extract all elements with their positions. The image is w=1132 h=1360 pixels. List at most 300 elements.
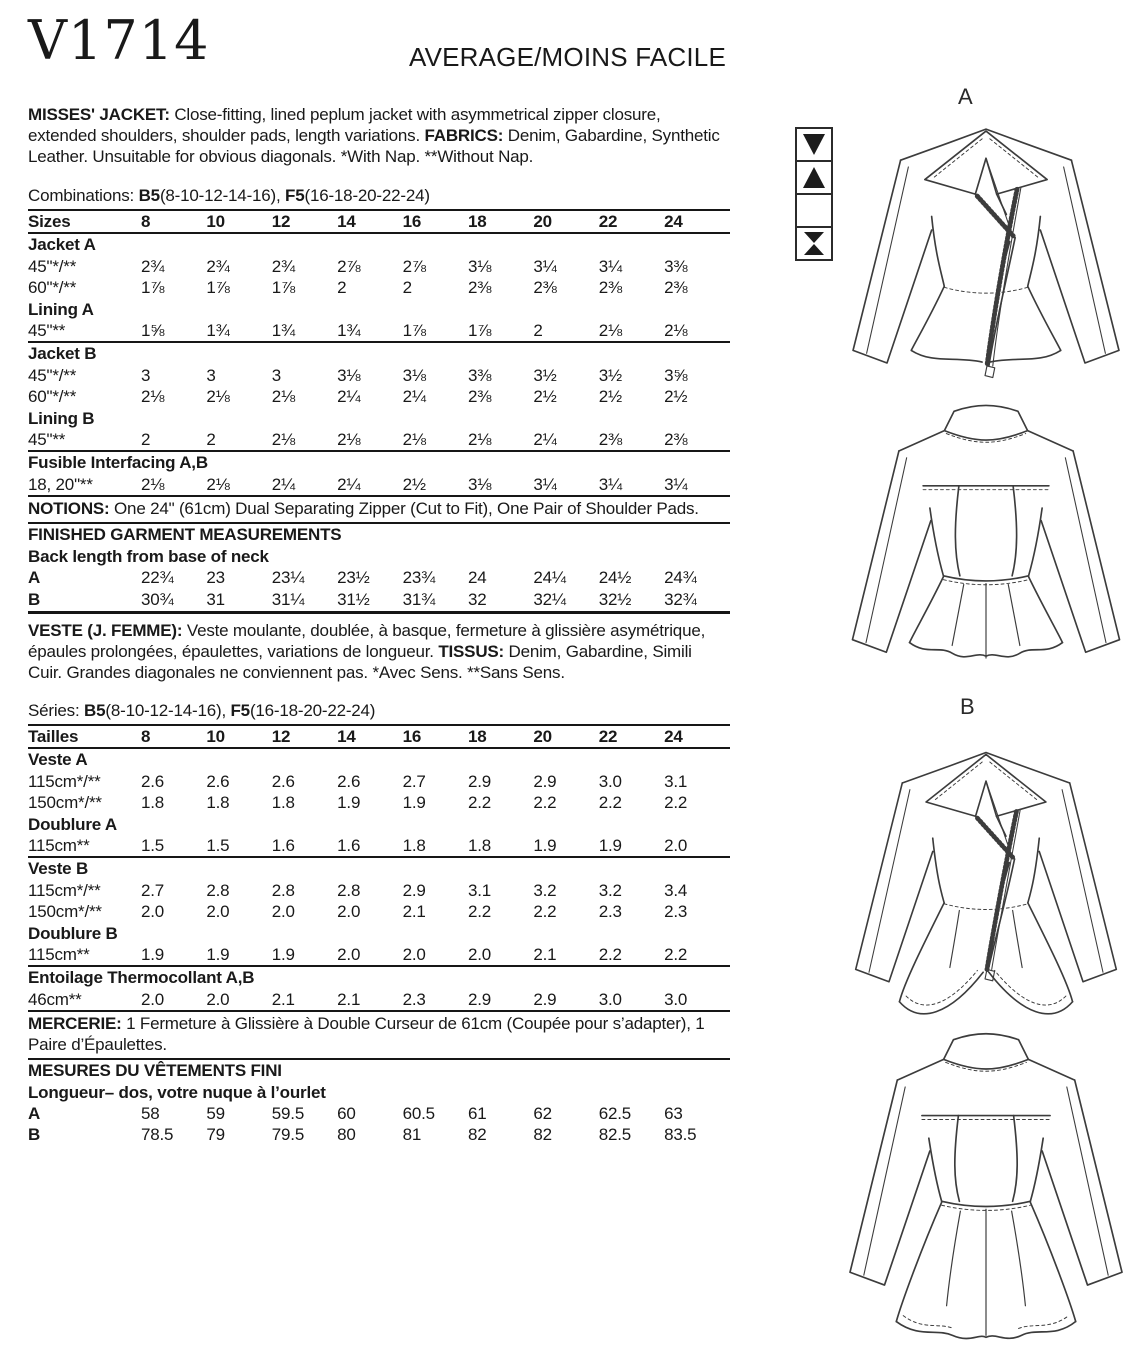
table-cell: 2⅜	[467, 387, 492, 407]
table-cell: 1⅞	[467, 321, 492, 341]
table-cell: 2.9	[402, 880, 426, 900]
table-cell: 30¾	[141, 589, 174, 609]
table-section-row	[28, 1060, 730, 1081]
table-cell: 2.2	[533, 793, 557, 813]
row-label: Tailles	[28, 726, 79, 746]
veste-body: Veste moulante, doublée, à basque, fermeture à glissière asymétrique, épaules prolongées, épaulettes, variations de longueur.	[28, 620, 706, 661]
table-cell: 2.6	[271, 771, 295, 791]
table-cell: 3½	[533, 365, 557, 385]
table-cell: 2.7	[141, 880, 165, 900]
view-b-label: B	[960, 694, 975, 719]
table-cell: 32¾	[664, 589, 697, 609]
table-cell: 79.5	[271, 1125, 305, 1145]
table-cell: 2.9	[467, 989, 491, 1009]
table-cell: 3	[271, 365, 282, 385]
table-cell: 58	[141, 1104, 160, 1123]
row-label: 150cm*/**	[28, 793, 102, 813]
table-section-row	[28, 408, 730, 429]
jacket-a-front-illustration	[840, 100, 1132, 396]
table-cell: 10	[206, 726, 225, 746]
table-cell: 59.5	[271, 1104, 305, 1123]
table-cell: 78.5	[141, 1125, 174, 1145]
difficulty-label: AVERAGE/MOINS FACILE	[408, 42, 726, 72]
table-cell: 2⅜	[598, 278, 622, 298]
table-cell: 2.0	[402, 944, 426, 964]
table-cell: 8	[141, 212, 151, 231]
row-label: FINISHED GARMENT MEASUREMENTS	[28, 525, 342, 545]
mercerie-paragraph	[28, 1012, 730, 1060]
nap-triangle-down-icon	[800, 131, 828, 158]
table-cell: 1.8	[141, 793, 165, 813]
nap-symbol-box-4	[795, 226, 833, 261]
table-cell: 24	[467, 568, 487, 588]
row-label: 45"*/**	[28, 256, 77, 276]
table-cell: 2.8	[337, 880, 361, 900]
series-line	[28, 700, 730, 721]
table-cell: 24½	[598, 568, 632, 588]
table-cell: 2.3	[664, 902, 688, 922]
tissus-body: Denim, Gabardine, Simili Cuir. Grandes diagonales ne conviennent pas. *Avec Sens. **Sans Sens.	[28, 641, 692, 682]
table-data-row	[28, 277, 730, 298]
table-cell: 3	[206, 365, 216, 385]
table-cell: 2.8	[271, 880, 295, 900]
mesures-table	[28, 1060, 730, 1146]
table-cell: 12	[271, 726, 291, 746]
table-cell: 3⅜	[664, 256, 688, 276]
table-cell: 82	[533, 1125, 552, 1145]
table-data-row	[28, 901, 730, 922]
row-label: 115cm**	[28, 944, 90, 964]
pattern-number: V1714	[28, 9, 210, 72]
nap-hourglass-icon	[800, 230, 828, 257]
table-cell: 2¾	[271, 256, 296, 276]
table-cell: 1.9	[533, 835, 557, 855]
table-cell: 2	[533, 321, 543, 341]
table-cell: 2.2	[598, 793, 622, 813]
table-cell: 18	[467, 726, 487, 746]
table-cell: 3	[141, 365, 151, 385]
french-description	[28, 620, 730, 683]
table-cell: 2⅛	[598, 321, 622, 341]
table-data-row	[28, 944, 730, 967]
table-header-row	[28, 209, 730, 234]
notions-lead: NOTIONS:	[28, 499, 110, 519]
table-cell: 81	[402, 1125, 422, 1145]
table-cell: 2.0	[467, 944, 491, 964]
table-cell: 3⅛	[467, 474, 492, 494]
table-cell: 2.0	[337, 902, 361, 922]
series-b5: B5	[84, 700, 106, 720]
table-cell: 2⅛	[664, 321, 688, 341]
table-cell: 2.0	[206, 989, 230, 1009]
table-cell: 1.9	[402, 793, 426, 813]
jacket-b-front-line-art	[840, 724, 1132, 1036]
table-cell: 2⅛	[402, 430, 426, 450]
table-section-row	[28, 452, 730, 473]
jacket-a-front-line-art	[840, 100, 1132, 396]
table-section-row	[28, 234, 730, 255]
table-cell: 2⅛	[467, 430, 492, 450]
table-cell: 31	[206, 589, 225, 609]
series-f5: F5	[230, 700, 250, 720]
table-cell: 79	[206, 1125, 225, 1145]
table-cell: 16	[402, 726, 422, 746]
table-header-row	[28, 724, 730, 749]
row-label: Longueur– dos, votre nuque à l’ourlet	[28, 1082, 326, 1102]
table-cell: 3.2	[598, 880, 622, 900]
table-cell: 2.0	[141, 989, 165, 1009]
table-cell: 2.2	[598, 944, 622, 964]
table-cell: 2½	[402, 474, 426, 494]
table-cell: 2½	[533, 387, 557, 407]
table-cell: 3.1	[467, 880, 491, 900]
fabrics-lead: FABRICS:	[424, 126, 504, 145]
combination-f5: F5	[285, 186, 305, 205]
table-section-row	[28, 299, 730, 320]
row-label: 150cm*/**	[28, 902, 102, 922]
table-cell: 16	[402, 212, 422, 231]
table-cell: 1¾	[271, 321, 296, 341]
table-cell: 1.6	[337, 835, 361, 855]
table-cell: 2.1	[402, 902, 426, 922]
table-cell: 20	[533, 726, 552, 746]
table-data-row	[28, 989, 730, 1012]
table-cell: 2⅛	[271, 387, 296, 407]
table-cell: 2¼	[533, 430, 557, 450]
table-cell: 2¾	[141, 256, 165, 276]
table-section-row	[28, 749, 730, 770]
table-data-row	[28, 474, 730, 497]
table-cell: 1.9	[271, 944, 295, 964]
table-cell: 2⅛	[271, 430, 296, 450]
table-cell: 2.6	[337, 771, 361, 791]
view-a-label: A	[958, 84, 973, 109]
table-section-row	[28, 524, 730, 545]
mercerie-body: 1 Fermeture à Glissière à Double Curseur de 61cm (Coupée pour s’adapter), 1 Paire d’Épaulettes.	[28, 1014, 705, 1055]
combination-f5-sizes: (16-18-20-22-24)	[304, 186, 430, 205]
combination-b5: B5	[138, 186, 160, 205]
combination-b5-sizes: (8-10-12-14-16),	[159, 186, 286, 205]
table-cell: 2⅜	[598, 430, 622, 450]
table-cell: 80	[337, 1125, 356, 1145]
table-data-row	[28, 771, 730, 792]
combinations-line	[28, 185, 730, 206]
nap-symbol-stack	[795, 127, 833, 261]
table-cell: 3⅜	[467, 365, 492, 385]
table-cell: 82	[467, 1125, 487, 1145]
table-cell: 2⅛	[141, 474, 165, 494]
table-cell: 2⅛	[206, 387, 230, 407]
finished-measurements-table	[28, 524, 730, 614]
table-data-row	[28, 320, 730, 343]
series-prefix: Séries:	[28, 700, 85, 720]
row-label: A	[28, 568, 41, 588]
yardage-table-english	[28, 209, 730, 497]
table-cell: 1.8	[206, 793, 230, 813]
table-cell: 2.1	[337, 989, 361, 1009]
table-cell: 2.6	[206, 771, 230, 791]
table-cell: 2½	[598, 387, 622, 407]
table-cell: 59	[206, 1104, 225, 1123]
series-f5-sizes: (16-18-20-22-24)	[249, 700, 376, 720]
table-cell: 32¼	[533, 589, 566, 609]
table-cell: 2.3	[402, 989, 426, 1009]
row-label: 115cm*/**	[28, 771, 101, 791]
table-cell: 24¼	[533, 568, 566, 588]
jacket-a-back-line-art	[840, 390, 1132, 690]
table-section-row	[28, 967, 730, 988]
english-description	[28, 104, 730, 167]
table-cell: 2¼	[271, 474, 296, 494]
table-data-row	[28, 880, 730, 901]
table-cell: 18	[467, 212, 487, 231]
table-cell: 2.9	[533, 989, 557, 1009]
table-cell: 23½	[337, 568, 370, 588]
combinations-prefix: Combinations:	[28, 186, 139, 205]
table-section-row	[28, 343, 730, 364]
table-cell: 14	[337, 726, 356, 746]
notions-paragraph	[28, 497, 730, 524]
text-column	[28, 9, 730, 1146]
table-cell: 62.5	[598, 1104, 632, 1123]
table-cell: 2.2	[664, 793, 688, 813]
row-label: B	[28, 589, 41, 609]
row-label: Jacket B	[28, 344, 97, 364]
table-cell: 2.0	[206, 902, 230, 922]
row-label: Doublure A	[28, 814, 117, 834]
row-label: 45"**	[28, 321, 66, 341]
table-cell: 1.9	[141, 944, 165, 964]
table-cell: 22¾	[141, 568, 174, 588]
nap-symbol-box-1	[795, 127, 833, 162]
table-cell: 1.9	[598, 835, 622, 855]
table-data-row	[28, 256, 730, 277]
title-row	[28, 9, 730, 94]
table-cell: 60.5	[402, 1104, 435, 1123]
table-data-row	[28, 792, 730, 813]
table-cell: 3¼	[533, 256, 557, 276]
table-cell: 32½	[598, 589, 632, 609]
table-cell: 14	[337, 212, 356, 231]
metrage-table-french	[28, 724, 730, 1012]
row-label: 115cm**	[28, 835, 90, 855]
row-label: Veste B	[28, 859, 89, 879]
table-cell: 2.3	[598, 902, 622, 922]
description-lead: MISSES' JACKET:	[28, 105, 170, 124]
nap-triangle-up-icon	[800, 164, 828, 191]
mercerie-lead: MERCERIE:	[28, 1014, 122, 1034]
table-cell: 2.2	[467, 793, 491, 813]
table-cell: 1.8	[402, 835, 426, 855]
table-cell: 2¼	[402, 387, 426, 407]
table-cell: 2.0	[664, 835, 688, 855]
table-cell: 1⅞	[206, 278, 230, 298]
table-cell: 2.0	[141, 902, 165, 922]
table-cell: 1.9	[206, 944, 230, 964]
row-label: MESURES DU VÊTEMENTS FINI	[28, 1061, 282, 1081]
table-cell: 1.8	[271, 793, 295, 813]
table-cell: 3.0	[598, 771, 622, 791]
table-cell: 2⅜	[533, 278, 557, 298]
table-cell: 1.5	[141, 835, 165, 855]
table-section-row	[28, 814, 730, 835]
row-label: Sizes	[28, 212, 71, 231]
row-label: 45"*/**	[28, 365, 77, 385]
table-cell: 2¾	[206, 256, 230, 276]
table-cell: 2⅛	[206, 474, 230, 494]
table-cell: 2.0	[271, 902, 295, 922]
table-section-row	[28, 1082, 730, 1103]
table-cell: 1¾	[337, 321, 361, 341]
row-label: A	[28, 1104, 41, 1123]
table-cell: 1¾	[206, 321, 230, 341]
table-cell: 24	[664, 212, 683, 231]
table-cell: 3⅛	[337, 365, 361, 385]
veste-lead: VESTE (J. FEMME):	[28, 620, 183, 640]
jacket-b-back-illustration	[838, 1018, 1132, 1358]
table-cell: 2.2	[467, 902, 491, 922]
row-label: Lining A	[28, 299, 94, 319]
table-cell: 1.8	[467, 835, 491, 855]
table-cell: 8	[141, 726, 151, 746]
table-cell: 1⅞	[141, 278, 165, 298]
table-cell: 2¼	[337, 474, 361, 494]
notions-body: One 24" (61cm) Dual Separating Zipper (Cut to Fit), One Pair of Shoulder Pads.	[109, 499, 699, 519]
table-data-row	[28, 365, 730, 386]
table-cell: 2⅜	[664, 278, 688, 298]
table-cell: 22	[598, 212, 618, 231]
table-cell: 63	[664, 1104, 683, 1123]
fabrics-body: Denim, Gabardine, Synthetic Leather. Unsuitable for obvious diagonals. *With Nap. **Without Nap.	[28, 126, 720, 166]
row-label: Fusible Interfacing A,B	[28, 453, 208, 473]
table-cell: 31¼	[271, 589, 305, 609]
table-cell: 2.1	[533, 944, 557, 964]
row-label: Doublure B	[28, 923, 118, 943]
table-cell: 31½	[337, 589, 370, 609]
table-cell: 83.5	[664, 1125, 697, 1145]
table-cell: 2.2	[533, 902, 557, 922]
table-cell: 2	[141, 430, 151, 450]
table-cell: 12	[271, 212, 291, 231]
row-label: Veste A	[28, 750, 88, 770]
table-cell: 23¾	[402, 568, 436, 588]
row-label: Lining B	[28, 408, 95, 428]
table-cell: 3.1	[664, 771, 688, 791]
table-cell: 3⅛	[467, 256, 492, 276]
table-cell: 2⅛	[141, 387, 165, 407]
row-label: 46cm**	[28, 989, 82, 1009]
table-cell: 2¼	[337, 387, 361, 407]
table-data-row	[28, 429, 730, 452]
table-cell: 1⅞	[271, 278, 296, 298]
table-cell: 3¼	[664, 474, 688, 494]
table-cell: 3¼	[598, 474, 622, 494]
table-cell: 3⅝	[664, 365, 688, 385]
table-cell: 2	[337, 278, 347, 298]
table-cell: 20	[533, 212, 552, 231]
tissus-lead: TISSUS:	[438, 641, 504, 661]
table-cell: 2.9	[533, 771, 557, 791]
table-cell: 23	[206, 568, 225, 588]
table-cell: 62	[533, 1104, 552, 1123]
description-body: Close-fitting, lined peplum jacket with asymmetrical zipper closure, extended shoulders, shoulder pads, length variations.	[28, 105, 661, 145]
table-cell: 2⅛	[337, 430, 361, 450]
table-data-row	[28, 589, 730, 610]
jacket-b-back-line-art	[838, 1018, 1132, 1358]
table-cell: 22	[598, 726, 618, 746]
table-cell: 10	[206, 212, 225, 231]
table-cell: 3⅛	[402, 365, 426, 385]
table-data-row	[28, 835, 730, 858]
row-label: Jacket A	[28, 235, 96, 255]
table-cell: 2⅜	[467, 278, 492, 298]
row-label: 18, 20"**	[28, 474, 93, 494]
table-section-row	[28, 546, 730, 567]
row-label: B	[28, 1125, 41, 1145]
table-cell: 2.9	[467, 771, 491, 791]
table-cell: 24¾	[664, 568, 697, 588]
jacket-a-back-illustration	[840, 390, 1132, 690]
table-cell: 2.1	[271, 989, 295, 1009]
table-cell: 3.4	[664, 880, 688, 900]
jacket-b-front-illustration	[840, 724, 1132, 1036]
table-data-row	[28, 1124, 730, 1145]
row-label: 60"*/**	[28, 387, 77, 407]
table-cell: 3½	[598, 365, 622, 385]
table-cell: 3¼	[533, 474, 557, 494]
table-cell: 1⅞	[402, 321, 426, 341]
row-label: 60"*/**	[28, 278, 77, 298]
table-cell: 3.0	[598, 989, 622, 1009]
table-cell: 2.6	[141, 771, 165, 791]
table-cell: 3.0	[664, 989, 688, 1009]
table-cell: 2.2	[664, 944, 688, 964]
table-cell: 24	[664, 726, 683, 746]
row-label: 45"**	[28, 430, 66, 450]
table-cell: 60	[337, 1104, 356, 1123]
row-label: 115cm*/**	[28, 880, 101, 900]
table-cell: 2	[206, 430, 216, 450]
table-cell: 31¾	[402, 589, 436, 609]
series-b5-sizes: (8-10-12-14-16),	[105, 700, 231, 720]
table-cell: 2.7	[402, 771, 426, 791]
table-section-row	[28, 923, 730, 944]
table-data-row	[28, 386, 730, 407]
row-label: Entoilage Thermocollant A,B	[28, 968, 255, 988]
nap-symbol-box-3	[795, 193, 833, 228]
table-cell: 2.8	[206, 880, 230, 900]
table-cell: 1.9	[337, 793, 361, 813]
table-cell: 3¼	[598, 256, 622, 276]
table-cell: 2⅞	[337, 256, 361, 276]
table-cell: 82.5	[598, 1125, 632, 1145]
table-data-row	[28, 1103, 730, 1124]
row-label: Back length from base of neck	[28, 546, 269, 566]
table-cell: 2	[402, 278, 412, 298]
table-section-row	[28, 858, 730, 879]
table-cell: 1.5	[206, 835, 230, 855]
table-cell: 1⅝	[141, 321, 165, 341]
table-cell: 1.6	[271, 835, 295, 855]
table-cell: 2⅜	[664, 430, 688, 450]
table-cell: 2½	[664, 387, 688, 407]
table-cell: 23¼	[271, 568, 305, 588]
nap-symbol-box-2	[795, 160, 833, 195]
table-data-row	[28, 567, 730, 588]
table-cell: 61	[467, 1104, 487, 1123]
table-cell: 2⅞	[402, 256, 426, 276]
table-cell: 32	[467, 589, 487, 609]
